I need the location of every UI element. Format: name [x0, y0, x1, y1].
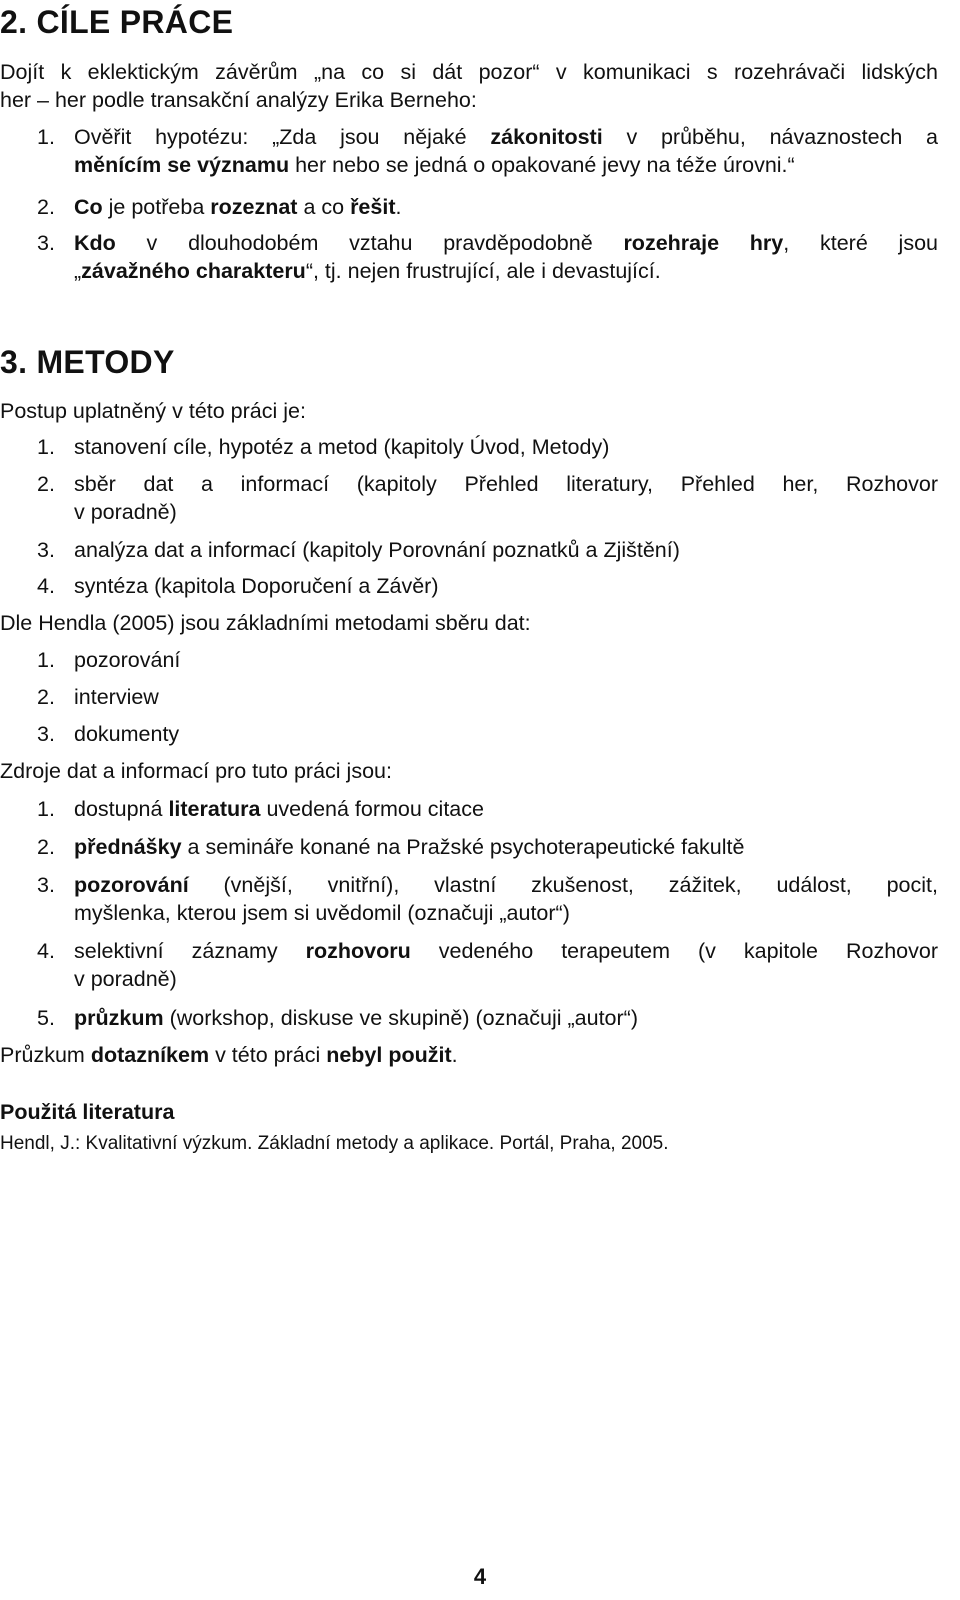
section-heading-methods: 3. METODY	[0, 344, 175, 380]
literature-heading: Použitá literatura	[0, 1100, 175, 1124]
source-item-1: 1. dostupná literatura uvedená formou citace	[37, 797, 484, 821]
section-heading-goals: 2. CÍLE PRÁCE	[0, 4, 234, 40]
sources-intro: Zdroje dat a informací pro tuto práci jsou:	[0, 759, 392, 783]
procedure-item-2: 2. sběr dat a informací (kapitoly Přehled literatury, Přehled her, Rozhovor v poradně)	[37, 472, 938, 524]
procedure-item-1: 1. stanovení cíle, hypotéz a metod (kapitoly Úvod, Metody)	[37, 435, 610, 459]
procedure-item-3: 3. analýza dat a informací (kapitoly Porovnání poznatků a Zjištění)	[37, 538, 680, 562]
source-item-2: 2. přednášky a semináře konané na Pražské psychoterapeutické fakultě	[37, 835, 745, 859]
survey-note: Průzkum dotazníkem v této práci nebyl použit.	[0, 1043, 458, 1067]
goal-item-2: 2. Co je potřeba rozeznat a co řešit.	[37, 195, 402, 219]
method-item-2: 2. interview	[37, 685, 159, 709]
procedure-intro: Postup uplatněný v této práci je:	[0, 399, 306, 423]
source-item-5: 5. průzkum (workshop, diskuse ve skupině) (označuji „autor“)	[37, 1006, 638, 1030]
literature-reference: Hendl, J.: Kvalitativní výzkum. Základní metody a aplikace. Portál, Praha, 2005.	[0, 1133, 669, 1154]
page-number: 4	[473, 1564, 487, 1589]
goal-item-1: 1. Ověřit hypotézu: „Zda jsou nějaké zákonitosti v průběhu, návaznostech a měnícím se významu her nebo se jedná o opakované jevy na téže úrovni.“	[37, 125, 938, 177]
goals-intro-line1: Dojít k eklektickým závěrům „na co si dát pozor“ v komunikaci s rozehrávači lidských	[0, 60, 938, 84]
goal-item-3: 3. Kdo v dlouhodobém vztahu pravděpodobně rozehraje hry, které jsou „závažného charakteru“, tj. nejen frustrující, ale i devastující.	[37, 231, 938, 283]
source-item-3: 3. pozorování (vnější, vnitřní), vlastní zkušenost, zážitek, událost, pocit, myšlenka, kterou jsem si uvědomil (označuji „autor“)	[37, 873, 938, 925]
method-item-3: 3. dokumenty	[37, 722, 180, 746]
methods-intro: Dle Hendla (2005) jsou základními metodami sběru dat:	[0, 611, 531, 635]
source-item-4: 4. selektivní záznamy rozhovoru vedeného terapeutem (v kapitole Rozhovor v poradně)	[37, 939, 938, 991]
goals-intro-line2: her – her podle transakční analýzy Erika Berneho:	[0, 88, 477, 112]
procedure-item-4: 4. syntéza (kapitola Doporučení a Závěr)	[37, 574, 439, 598]
goals-intro	[0, 58, 960, 114]
method-item-1: 1. pozorování	[37, 648, 181, 672]
